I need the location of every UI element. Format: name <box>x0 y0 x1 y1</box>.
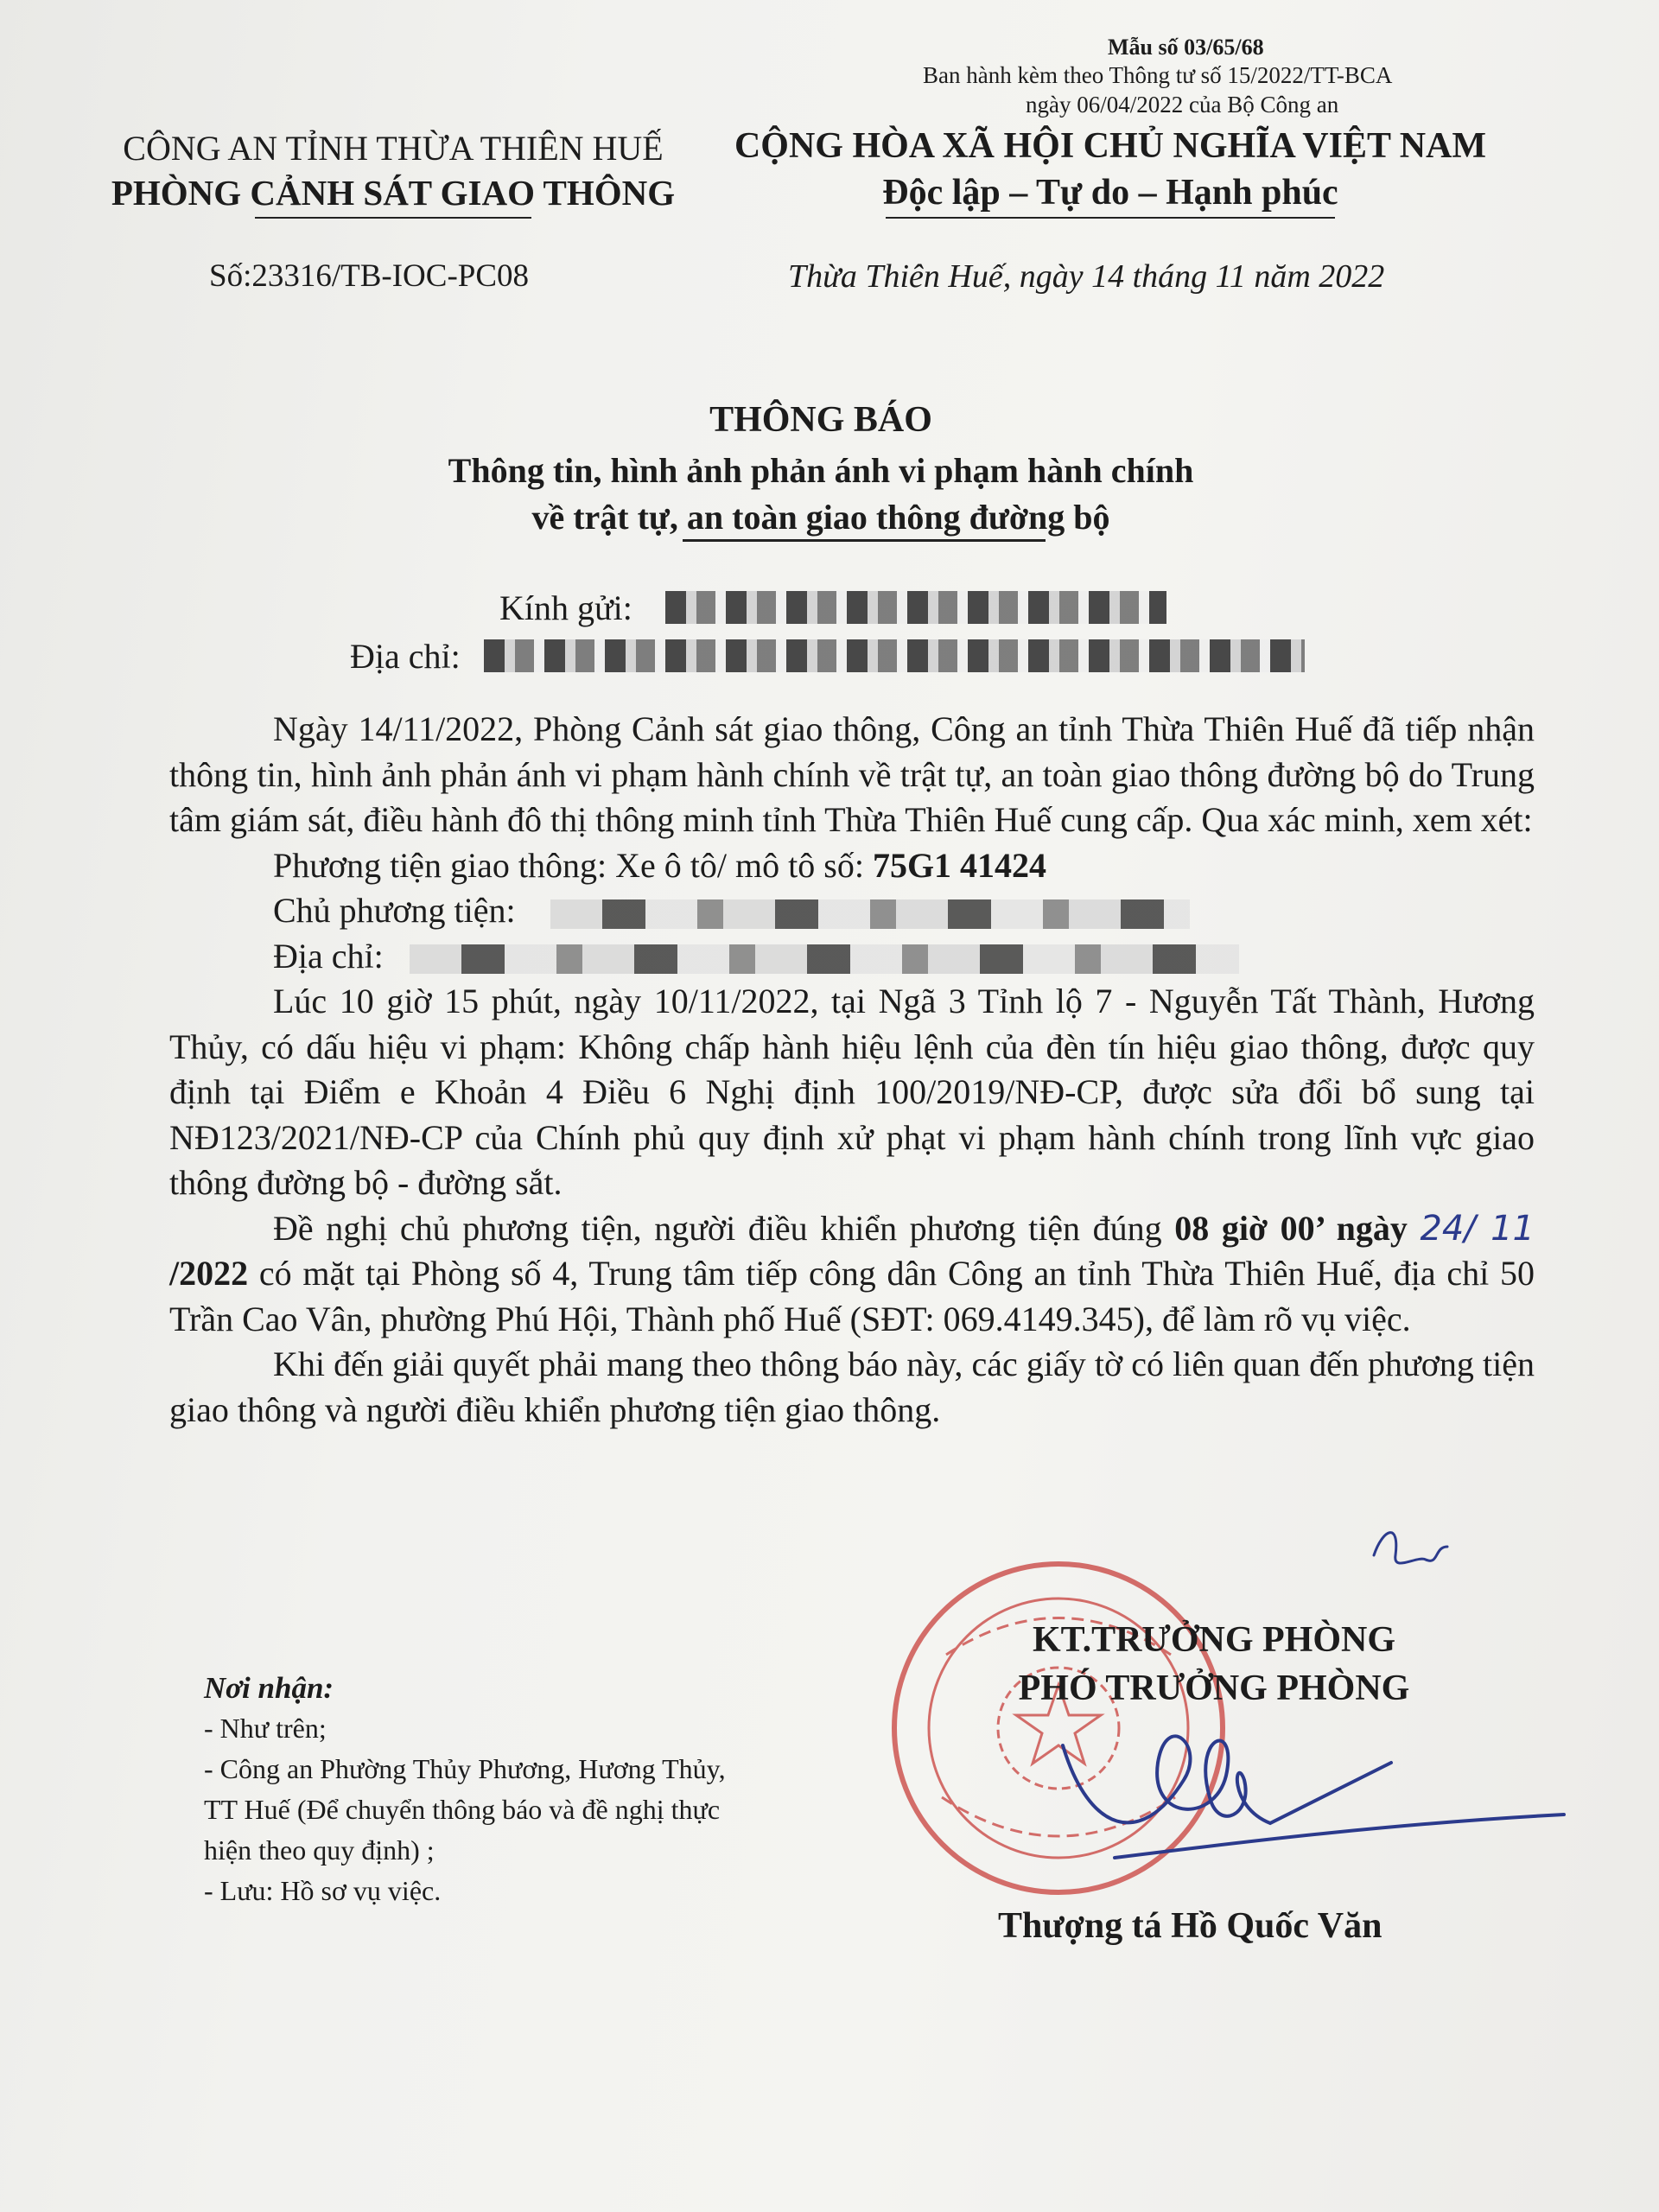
sign-title-1: KT.TRƯỞNG PHÒNG <box>1033 1620 1395 1660</box>
recipient-item: - Như trên; <box>204 1713 327 1744</box>
recipient-item: hiện theo quy định) ; <box>204 1834 435 1866</box>
official-seal <box>894 1564 1223 1892</box>
agency-name: CÔNG AN TỈNH THỪA THIÊN HUẾ <box>123 129 664 168</box>
signature-mark <box>1063 1736 1564 1858</box>
recipients-heading: Nơi nhận: <box>204 1671 334 1705</box>
document-title: THÔNG BÁO <box>709 400 932 440</box>
recipient-item: - Lưu: Hồ sơ vụ việc. <box>204 1875 442 1906</box>
vehicle-label: Phương tiện giao thông: Xe ô tô/ mô tô số: <box>273 845 873 885</box>
issued-note-line2: ngày 06/04/2022 của Bộ Công an <box>1026 92 1339 118</box>
document-subtitle-line1: Thông tin, hình ảnh phản ánh vi phạm hành chính <box>448 451 1194 490</box>
summons-time: 08 giờ 00’ ngày <box>1174 1208 1421 1248</box>
recipient-item: - Công an Phường Thủy Phương, Hương Thủy, <box>204 1753 726 1784</box>
national-motto: Độc lập – Tự do – Hạnh phúc <box>882 173 1338 213</box>
nation-name: CỘNG HÒA XÃ HỘI CHỦ NGHĨA VIỆT NAM <box>734 126 1487 166</box>
handwritten-date: 24/ 11 <box>1420 1208 1535 1249</box>
owner-label: Chủ phương tiện: <box>273 891 516 930</box>
summons-text-b: có mặt tại Phòng số 4, Trung tâm tiếp công dân Công an tỉnh Thừa Thiên Huế, địa chỉ 50 Trần Cao Vân, phường Phú Hội, Thành phố Huế (SĐT: 069.4149.345), để làm rõ vụ việc. <box>169 1254 1535 1338</box>
recipient-item: TT Huế (Để chuyển thông báo và đề nghị thực <box>204 1794 721 1825</box>
vehicle-plate: 75G1 41424 <box>872 845 1047 885</box>
place-date: Thừa Thiên Huế, ngày 14 tháng 11 năm 2022 <box>788 258 1385 295</box>
signer-name: Thượng tá Hồ Quốc Văn <box>998 1906 1382 1946</box>
handwritten-initial-mark <box>1374 1533 1447 1563</box>
recipient-label: Kính gửi: <box>499 588 632 627</box>
form-number: Mẫu số 03/65/68 <box>1108 35 1264 60</box>
owner-address-label: Địa chỉ: <box>273 936 384 976</box>
department-name: PHÒNG CẢNH SÁT GIAO THÔNG <box>111 173 676 213</box>
paragraph-receipt: Ngày 14/11/2022, Phòng Cảnh sát giao thông, Công an tỉnh Thừa Thiên Huế đã tiếp nhận thông tin, hình ảnh phản ánh vi phạm hành chính về trật tự, an toàn giao thông đường bộ do Trung tâm giám sát, điều hành đô thị thông minh tỉnh Thừa Thiên Huế cung cấp. Qua xác minh, xem xét: <box>169 709 1535 839</box>
recipient-address-label: Địa chỉ: <box>350 637 461 676</box>
sign-title-2: PHÓ TRƯỞNG PHÒNG <box>1018 1669 1410 1708</box>
document-subtitle-line2: về trật tự, an toàn giao thông đường bộ <box>531 498 1110 537</box>
paragraph-violation: Lúc 10 giờ 15 phút, ngày 10/11/2022, tại Ngã 3 Tỉnh lộ 7 - Nguyễn Tất Thành, Hương Thủy, có dấu hiệu vi phạm: Không chấp hành hiệu lệnh của đèn tín hiệu giao thông, được quy định tại Điểm e Khoản 4 Điều 6 Nghị định 100/2019/NĐ-CP, được sửa đổi bổ sung tại NĐ123/2021/NĐ-CP của Chính phủ quy định xử phạt vi phạm hành chính trong lĩnh vực giao thông đường bộ - đường sắt. <box>169 982 1535 1202</box>
summons-text-a: Đề nghị chủ phương tiện, người điều khiển phương tiện đúng <box>273 1208 1175 1248</box>
issued-note-line1: Ban hành kèm theo Thông tư số 15/2022/TT-BCA <box>923 62 1393 88</box>
paragraph-requirements: Khi đến giải quyết phải mang theo thông báo này, các giấy tờ có liên quan đến phương tiện giao thông và người điều khiển phương tiện giao thông. <box>169 1344 1535 1429</box>
document-number: Số:23316/TB-IOC-PC08 <box>209 258 530 294</box>
summons-year: /2022 <box>169 1254 249 1293</box>
signature-block <box>972 1616 1456 1713</box>
